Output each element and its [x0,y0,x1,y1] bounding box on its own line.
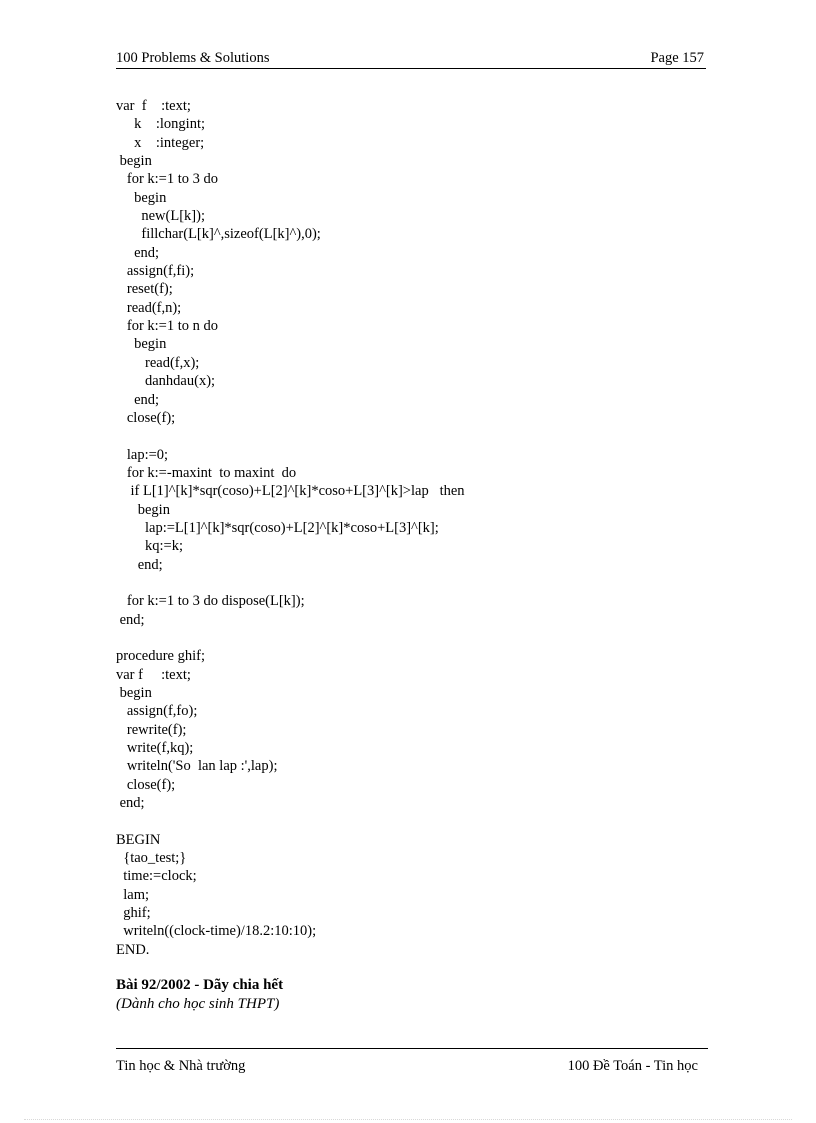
code-line: for k:=-maxint to maxint do [116,464,297,481]
code-line: lam; [116,886,150,903]
code-line: begin [116,189,167,206]
header-page-number: Page 157 [650,50,704,66]
code-line: end; [116,391,160,408]
code-line: close(f); [116,409,176,426]
code-line: procedure ghif; [116,648,205,665]
code-line: time:=clock; [116,868,197,885]
code-line: reset(f); [116,281,173,298]
page-bottom-edge [24,1119,792,1120]
code-line: begin [116,501,170,518]
code-line: end; [116,795,145,812]
code-line: lap:=L[1]^[k]*sqr(coso)+L[2]^[k]*coso+L[3]^[k]; [116,519,439,536]
code-line: assign(f,fo); [116,703,198,720]
code-line: kq:=k; [116,538,183,555]
code-line: begin [116,336,167,353]
code-line: {tao_test;} [116,850,187,867]
code-line: if L[1]^[k]*sqr(coso)+L[2]^[k]*coso+L[3]^[k]>lap then [116,483,465,500]
footer-publication: Tin học & Nhà trường [116,1058,246,1074]
code-line [116,427,706,445]
code-line: begin [116,153,152,170]
code-line: writeln((clock-time)/18.2:10:10); [116,923,317,940]
footer-divider [116,1048,708,1049]
code-line: end; [116,244,160,261]
problem-audience: (Dành cho học sinh THPT) [116,996,280,1012]
code-line: k :longint; [116,116,206,133]
code-line: end; [116,611,145,628]
code-line [116,629,706,647]
footer-book-title: 100 Đề Toán - Tin học [567,1058,698,1074]
pascal-code-block [116,97,706,959]
code-line: write(f,kq); [116,740,194,757]
code-line [116,812,706,830]
code-line: rewrite(f); [116,721,187,738]
code-line: writeln('So lan lap :',lap); [116,758,278,775]
code-line: end; [116,556,163,573]
code-line: BEGIN [116,831,161,848]
problem-title: Bài 92/2002 - Dãy chia hết [116,977,284,993]
code-line: new(L[k]); [116,208,205,225]
code-line: assign(f,fi); [116,263,195,280]
code-line: close(f); [116,776,176,793]
code-line: var f :text; [116,98,191,114]
code-line: x :integer; [116,134,205,151]
code-line: END. [116,941,150,958]
code-line: var f :text; [116,666,191,683]
header-book-title: 100 Problems & Solutions [116,50,270,66]
code-line: for k:=1 to 3 do dispose(L[k]); [116,593,305,610]
code-line: lap:=0; [116,446,169,463]
page-header [116,48,706,69]
code-line: for k:=1 to 3 do [116,171,219,188]
code-line: danhdau(x); [116,373,216,390]
code-line: fillchar(L[k]^,sizeof(L[k]^),0); [116,226,321,243]
code-line: ghif; [116,905,151,922]
code-line [116,574,706,592]
code-line: read(f,x); [116,354,200,371]
code-line: read(f,n); [116,299,182,316]
code-line: begin [116,685,152,701]
code-line: for k:=1 to n do [116,318,219,335]
